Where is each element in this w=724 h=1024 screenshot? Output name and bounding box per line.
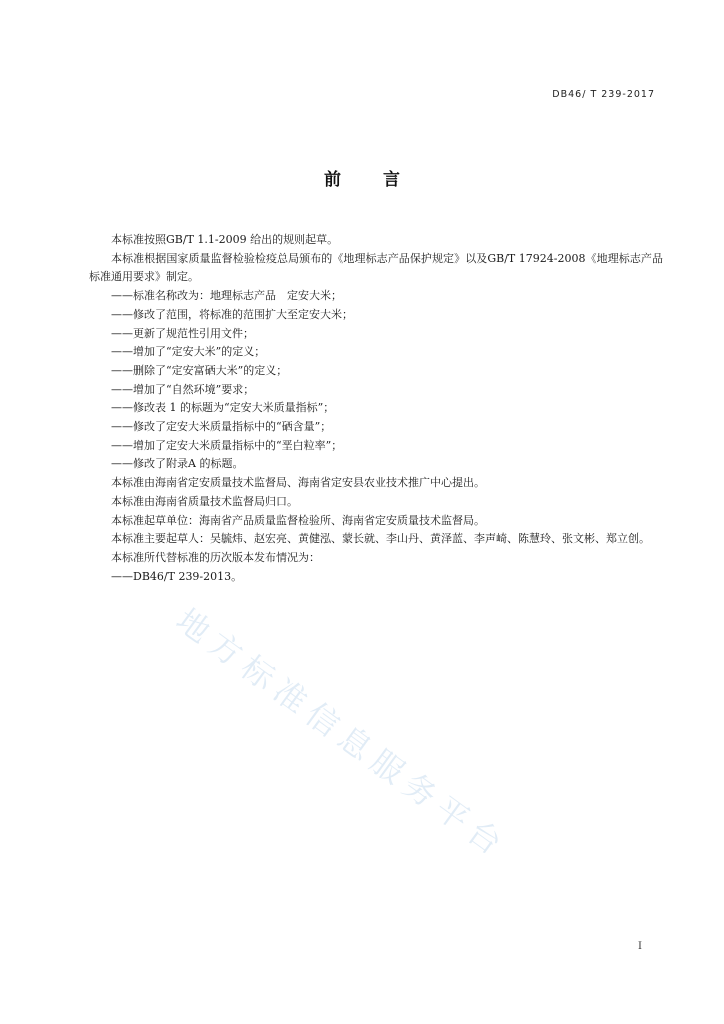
page-number: I (638, 941, 642, 952)
change-item: ——增加了“自然环境”要求； (111, 382, 255, 396)
change-item: ——修改了附录A 的标题。 (111, 457, 244, 471)
page-title (0, 165, 724, 190)
paragraph: 本标准主要起草人：吴毓炜、赵宏亮、黄健泓、蒙长就、李山丹、黄泽蓝、李声崎、陈慧玲、张文彬、郑立创。 (111, 532, 650, 546)
title-part-2: 言 (383, 170, 400, 190)
change-item: ——修改了范围，将标准的范围扩大至定安大米； (111, 307, 353, 321)
paragraph: 本标准由海南省质量技术监督局归口。 (111, 494, 298, 508)
paragraph: 本标准所代替标准的历次版本发布情况为： (111, 550, 320, 564)
paragraph: 本标准根据国家质量监督检验检疫总局颁布的《地理标志产品保护规定》以及GB/T 17924-2008《地理标志产品标准通用要求》制定。 (89, 251, 663, 284)
change-item: ——标准名称改为：地理标志产品 定安大米； (111, 289, 342, 303)
paragraph: 本标准按照GB/T 1.1-2009 给出的规则起草。 (111, 233, 339, 246)
foreword-body (89, 231, 663, 586)
change-item: ——更新了规范性引用文件； (111, 326, 254, 340)
change-item: ——增加了定安大米质量指标中的“垩白粒率”； (111, 438, 343, 452)
paragraph: 本标准起草单位：海南省产品质量监督检验所、海南省定安质量技术监督局。 (111, 513, 485, 527)
change-item: ——增加了“定安大米”的定义； (111, 345, 266, 359)
change-item: ——DB46/T 239-2013。 (111, 569, 243, 583)
change-item: ——删除了“定安富硒大米”的定义； (111, 363, 288, 377)
watermark: 地方标准信息服务平台 (169, 600, 516, 867)
document-code: DB46/ T 239-2017 (552, 89, 655, 100)
change-item: ——修改表 1 的标题为“定安大米质量指标”； (111, 401, 335, 415)
change-item: ——修改了定安大米质量指标中的“硒含量”； (111, 420, 332, 434)
title-part-1: 前 (324, 170, 341, 190)
paragraph: 本标准由海南省定安质量技术监督局、海南省定安县农业技术推广中心提出。 (111, 476, 485, 490)
